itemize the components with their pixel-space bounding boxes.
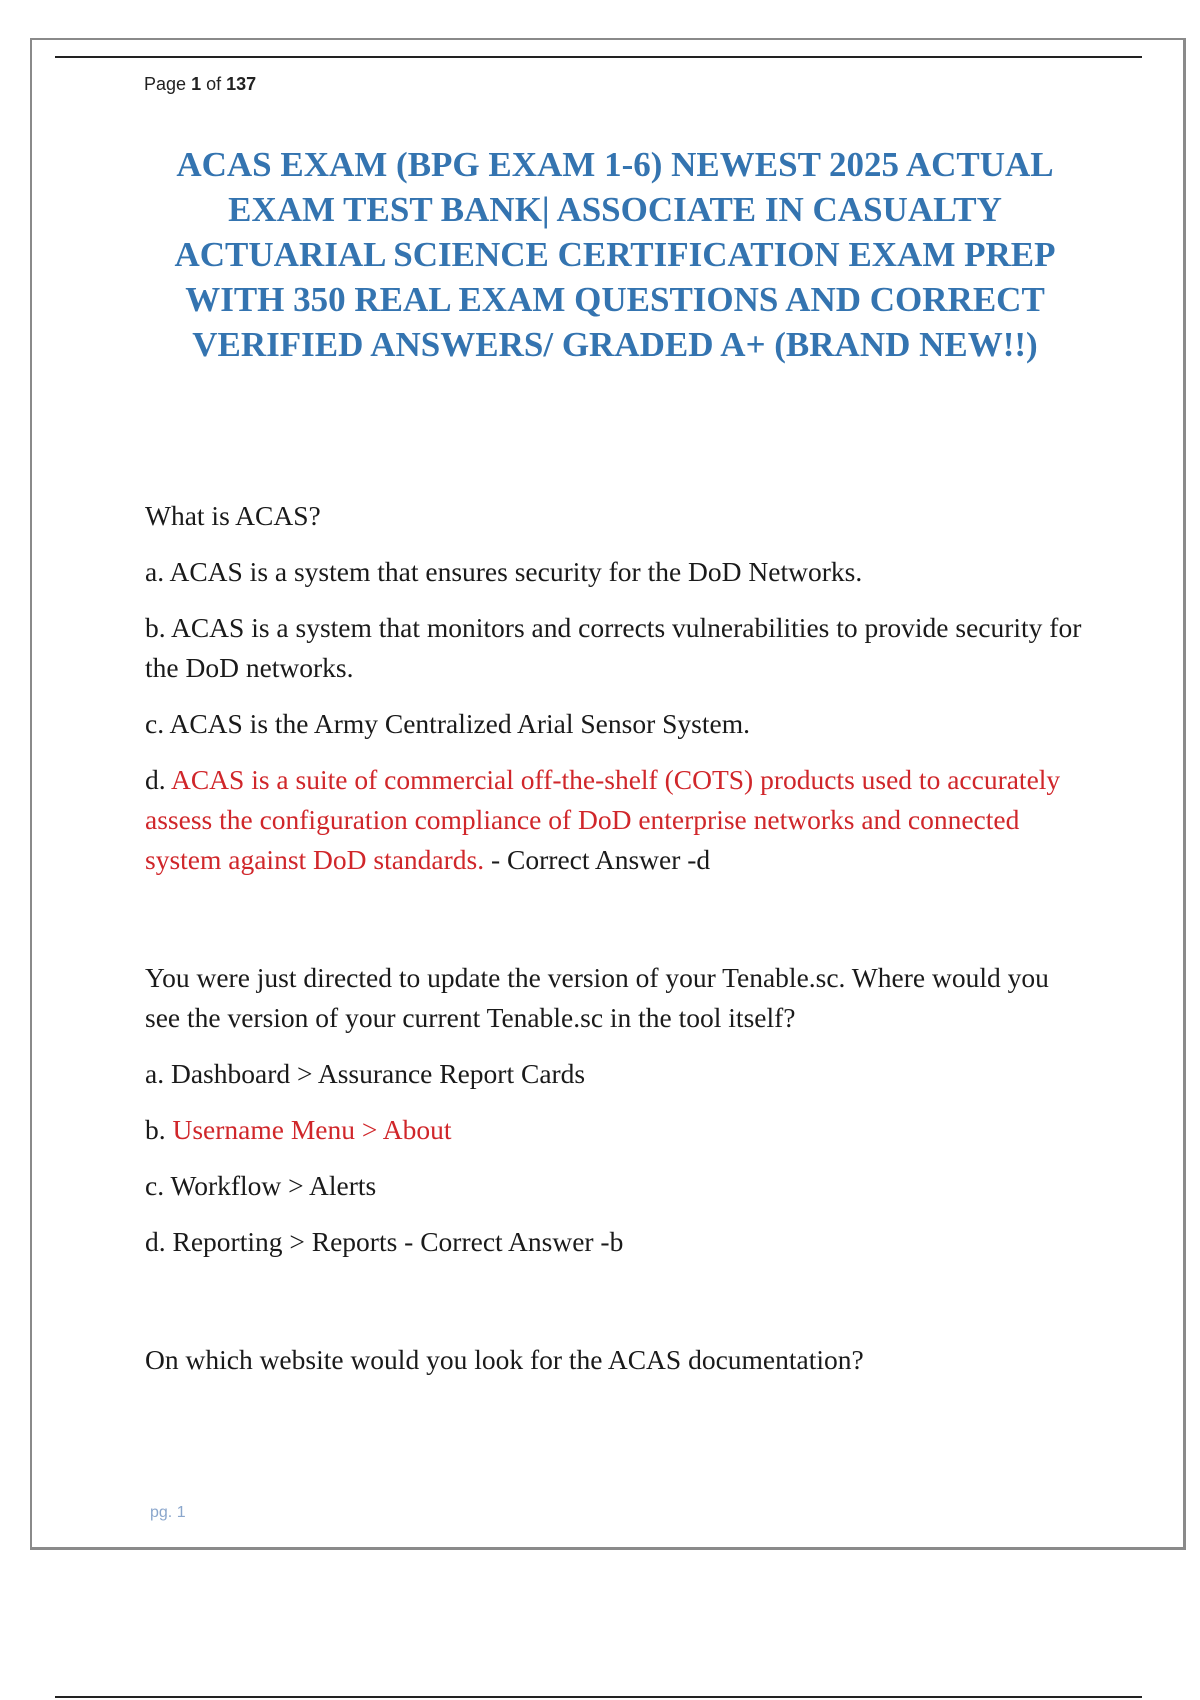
option-prefix: b. [145, 612, 171, 643]
correct-answer-text: Username Menu > About [172, 1114, 452, 1145]
page-counter [144, 74, 256, 95]
question-2: You were just directed to update the version of your Tenable.sc. Where would you see the version of your current Tenable.sc in the tool itself? [145, 962, 1049, 1033]
question-list [145, 496, 1090, 1396]
option-prefix: b. [145, 1114, 173, 1145]
option-text: ACAS is a system that monitors and corrects vulnerabilities to provide security for the DoD networks. [145, 612, 1082, 683]
question-spacer [145, 896, 1090, 958]
current-page: 1 [191, 74, 202, 94]
question-1-option-d [145, 760, 1090, 880]
document-title: ACAS EXAM (BPG EXAM 1-6) NEWEST 2025 ACTUAL EXAM TEST BANK| ASSOCIATE IN CASUALTY ACTUARIAL SCIENCE CERTIFICATION EXAM PREP WITH 350 REAL EXAM QUESTIONS AND CORRECT VERIFIED ANSWERS/ GRADED A+ (BRAND NEW!!) [174, 145, 1056, 364]
correct-answer-text: ACAS is a suite of commercial off-the-shelf (COTS) products used to accurately assess the configuration compliance of DoD enterprise networks and connected system against DoD standards. [145, 764, 1061, 875]
option-text: Dashboard > Assurance Report Cards [170, 1058, 586, 1089]
question-2-option-d [145, 1222, 1090, 1262]
question-1-option-c [145, 704, 1090, 744]
question-1: What is ACAS? [145, 500, 321, 531]
option-prefix: c. [145, 1170, 171, 1201]
option-prefix: d. [145, 1226, 173, 1257]
option-prefix: a. [145, 556, 170, 587]
question-2-option-c [145, 1166, 1090, 1206]
question-1-option-b [145, 608, 1090, 688]
answer-key: - Correct Answer -d [484, 844, 711, 875]
option-prefix: a. [145, 1058, 171, 1089]
option-text: ACAS is the Army Centralized Arial Sensor System. [169, 708, 750, 739]
option-text: ACAS is a system that ensures security for the DoD Networks. [169, 556, 863, 587]
footer-page-number: pg. 1 [150, 1504, 186, 1521]
next-page-header-rule [55, 1696, 1142, 1698]
question-spacer [145, 1278, 1090, 1340]
question-2-option-b [145, 1110, 1090, 1150]
page-label: Page [144, 74, 187, 94]
option-prefix: c. [145, 708, 170, 739]
option-text: Reporting > Reports - Correct Answer -b [172, 1226, 624, 1257]
question-3: On which website would you look for the ACAS documentation? [145, 1344, 864, 1375]
of-label: of [206, 74, 222, 94]
header-rule [55, 56, 1142, 58]
option-text: Workflow > Alerts [170, 1170, 377, 1201]
question-2-option-a [145, 1054, 1090, 1094]
option-prefix: d. [145, 764, 171, 795]
total-pages: 137 [226, 74, 257, 94]
question-1-option-a [145, 552, 1090, 592]
